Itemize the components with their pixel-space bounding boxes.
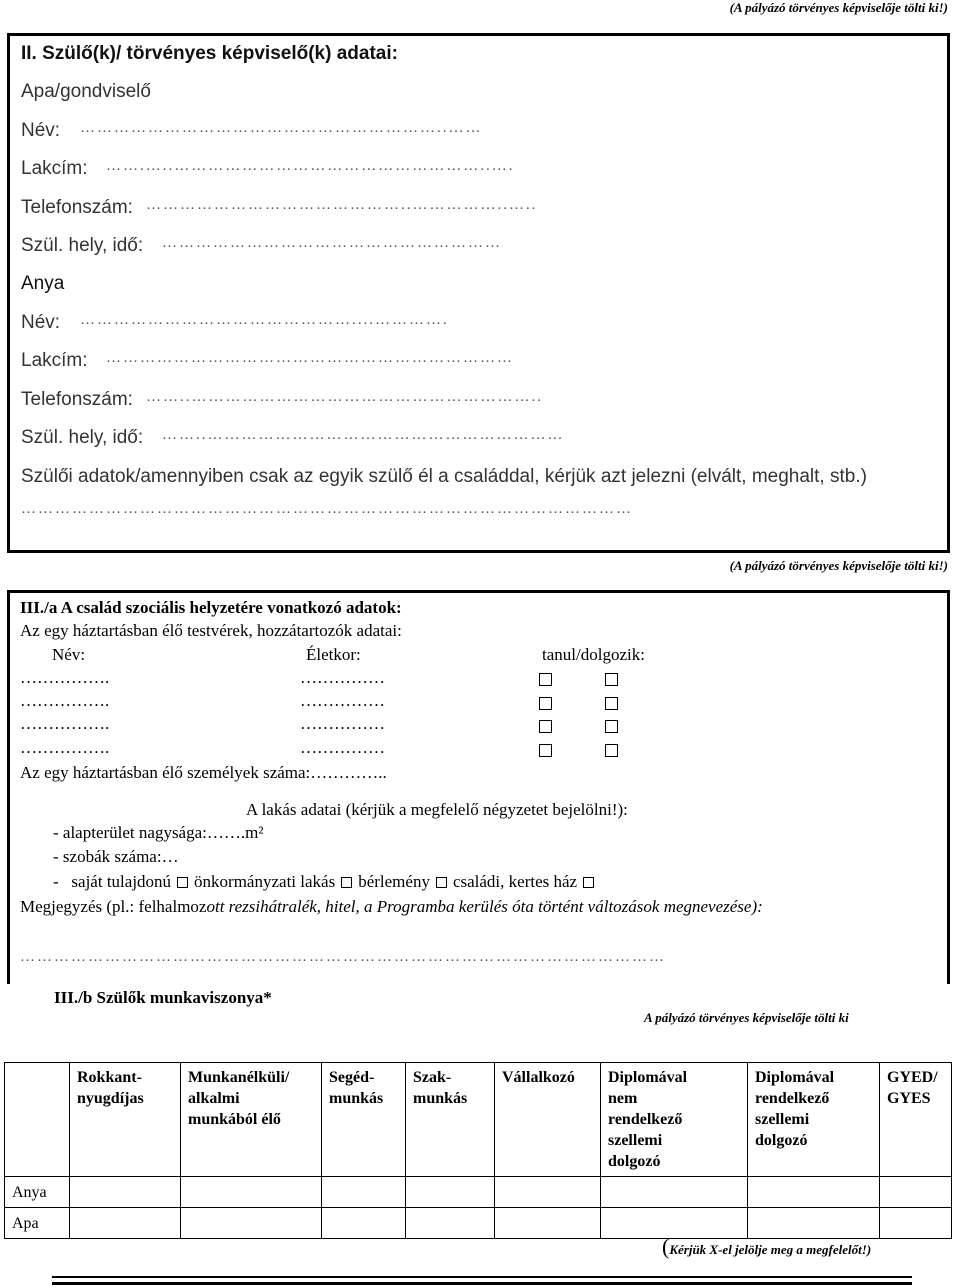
mother-name-label: Név:	[21, 312, 61, 333]
header-skilled-worker: Szak- munkás	[406, 1063, 495, 1177]
table-row	[5, 1177, 952, 1208]
works-checkbox[interactable]	[605, 744, 618, 757]
father-address-label: Lakcím:	[21, 158, 88, 179]
table-cell[interactable]	[495, 1177, 601, 1208]
table-cell[interactable]	[406, 1208, 495, 1239]
remarks-label-rest: ott rezsihátralék, hitel, a Programba kerülés óta történt változások megnevezése):	[206, 897, 763, 916]
father-phone-label: Telefonszám:	[21, 197, 133, 218]
sibling-name-field[interactable]: …………….	[20, 691, 110, 710]
mother-heading: Anya	[21, 273, 65, 294]
studies-checkbox[interactable]	[539, 673, 552, 686]
father-birth-field[interactable]: ……………………………………………………	[162, 235, 502, 251]
sibling-age-field[interactable]: ……………	[300, 714, 385, 733]
sibling-name-field[interactable]: …………….	[20, 714, 110, 733]
siblings-intro: Az egy háztartásban élő testvérek, hozzátartozók adatai:	[20, 621, 402, 640]
table-cell[interactable]	[322, 1208, 406, 1239]
father-birth-label: Szül. hely, idő:	[21, 235, 144, 256]
top-note: (A pályázó törvényes képviselője tölti ki!)	[729, 0, 948, 15]
bottom-note-text: Kérjük X-el jelölje meg a megfelelőt!)	[669, 1242, 872, 1257]
works-checkbox[interactable]	[605, 673, 618, 686]
section-3a-title: III./a A család szociális helyzetére vonatkozó adatok:	[20, 598, 402, 617]
father-name-field[interactable]: ………………………………………………………..……	[80, 120, 483, 136]
employment-table	[4, 1062, 952, 1239]
section-2-title: II. Szülő(k)/ törvényes képviselő(k) adatai:	[21, 43, 398, 64]
header-unskilled-worker: Segéd- munkás	[322, 1063, 406, 1177]
table-cell[interactable]	[70, 1177, 181, 1208]
table-header-row	[5, 1063, 952, 1177]
municipal-flat-label: önkormányzati lakás	[194, 872, 336, 891]
header-disability-pension: Rokkant- nyugdíjas	[70, 1063, 181, 1177]
own-property-label: saját tulajdonú	[71, 872, 172, 891]
household-count: Az egy háztartásban élő személyek száma:…………..	[20, 763, 387, 782]
section-3b-title: III./b Szülők munkaviszonya*	[54, 988, 272, 1007]
father-address-field[interactable]: …….…..………………………………………………..….	[106, 158, 515, 174]
studies-checkbox[interactable]	[539, 744, 552, 757]
municipal-flat-checkbox[interactable]	[341, 877, 352, 888]
mother-name-field[interactable]: …………………………………………....………….	[80, 312, 449, 328]
works-checkbox[interactable]	[605, 720, 618, 733]
father-heading: Apa/gondviselő	[21, 81, 151, 102]
studies-checkbox[interactable]	[539, 697, 552, 710]
remarks-field[interactable]: ……………………………………………………………………………………………………	[20, 949, 666, 965]
table-cell[interactable]	[181, 1177, 322, 1208]
mother-address-label: Lakcím:	[21, 350, 88, 371]
table-cell[interactable]	[601, 1177, 748, 1208]
family-house-checkbox[interactable]	[583, 877, 594, 888]
father-phone-field[interactable]: ………………………………………..……………..…..	[146, 197, 538, 213]
housing-title: A lakás adatai (kérjük a megfelelő négyzetet bejelölni!):	[246, 800, 628, 819]
social-situation-box	[7, 590, 950, 984]
col-name-header: Név:	[52, 645, 86, 664]
sibling-age-field[interactable]: ……………	[300, 668, 385, 687]
mother-birth-label: Szül. hely, idő:	[21, 427, 144, 448]
table-cell[interactable]	[880, 1177, 952, 1208]
header-non-graduate-intellectual: Diplomával nem rendelkező szellemi dolgozó	[601, 1063, 748, 1177]
rental-label: bérlemény	[358, 872, 430, 891]
table-cell[interactable]	[495, 1208, 601, 1239]
remarks-label	[20, 897, 763, 917]
header-graduate-intellectual: Diplomával rendelkező szellemi dolgozó	[748, 1063, 880, 1177]
col-age-header: Életkor:	[306, 645, 361, 664]
rooms-field: - szobák száma:…	[53, 847, 179, 866]
sibling-name-field[interactable]: …………….	[20, 738, 110, 757]
ownership-options	[53, 872, 600, 892]
table-cell[interactable]	[880, 1208, 952, 1239]
row-label-father: Apa	[5, 1208, 70, 1239]
parent-data-box	[7, 33, 950, 553]
table-cell[interactable]	[406, 1177, 495, 1208]
section-3a-note: (A pályázó törvényes képviselője tölti ki!)	[729, 558, 948, 573]
remarks-label-start: Megjegyzés (pl.: felhalmoz	[20, 897, 207, 916]
bottom-note-paren: (	[662, 1234, 670, 1259]
sibling-age-field[interactable]: ……………	[300, 738, 385, 757]
ownership-prefix: -	[53, 872, 72, 891]
rental-checkbox[interactable]	[436, 877, 447, 888]
studies-checkbox[interactable]	[539, 720, 552, 733]
section-3b-note: A pályázó törvényes képviselője tölti ki	[644, 1010, 849, 1025]
row-label-mother: Anya	[5, 1177, 70, 1208]
mother-address-field[interactable]: ………………………………………………………………	[106, 350, 514, 366]
sibling-age-field[interactable]: ……………	[300, 691, 385, 710]
bottom-divider	[52, 1282, 912, 1285]
father-name-label: Név:	[21, 120, 61, 141]
header-unemployed: Munkanélküli/ alkalmi munkából élő	[181, 1063, 322, 1177]
single-parent-note: Szülői adatok/amennyiben csak az egyik szülő él a családdal, kérjük azt jelezni (elvált, meghalt, stb.)	[21, 466, 867, 487]
single-parent-field[interactable]: ………………………………………………………………………………………………	[21, 501, 633, 517]
own-property-checkbox[interactable]	[177, 877, 188, 888]
family-house-label: családi, kertes ház	[452, 872, 578, 891]
col-status-header: tanul/dolgozik:	[542, 645, 645, 664]
mother-phone-field[interactable]: ……..……………………………………………………..	[146, 389, 543, 405]
sibling-name-field[interactable]: …………….	[20, 668, 110, 687]
mother-phone-label: Telefonszám:	[21, 389, 133, 410]
table-cell[interactable]	[70, 1208, 181, 1239]
bottom-note	[662, 1234, 871, 1260]
mother-birth-field[interactable]: ……..………………………………………………………	[162, 427, 565, 443]
header-entrepreneur: Vállalkozó	[495, 1063, 601, 1177]
table-cell[interactable]	[748, 1177, 880, 1208]
table-cell[interactable]	[181, 1208, 322, 1239]
works-checkbox[interactable]	[605, 697, 618, 710]
area-field: - alapterület nagysága:…….m²	[53, 823, 264, 842]
header-empty-cell	[5, 1063, 70, 1177]
header-gyed-gyes: GYED/ GYES	[880, 1063, 952, 1177]
table-cell[interactable]	[322, 1177, 406, 1208]
bottom-divider	[52, 1276, 912, 1278]
